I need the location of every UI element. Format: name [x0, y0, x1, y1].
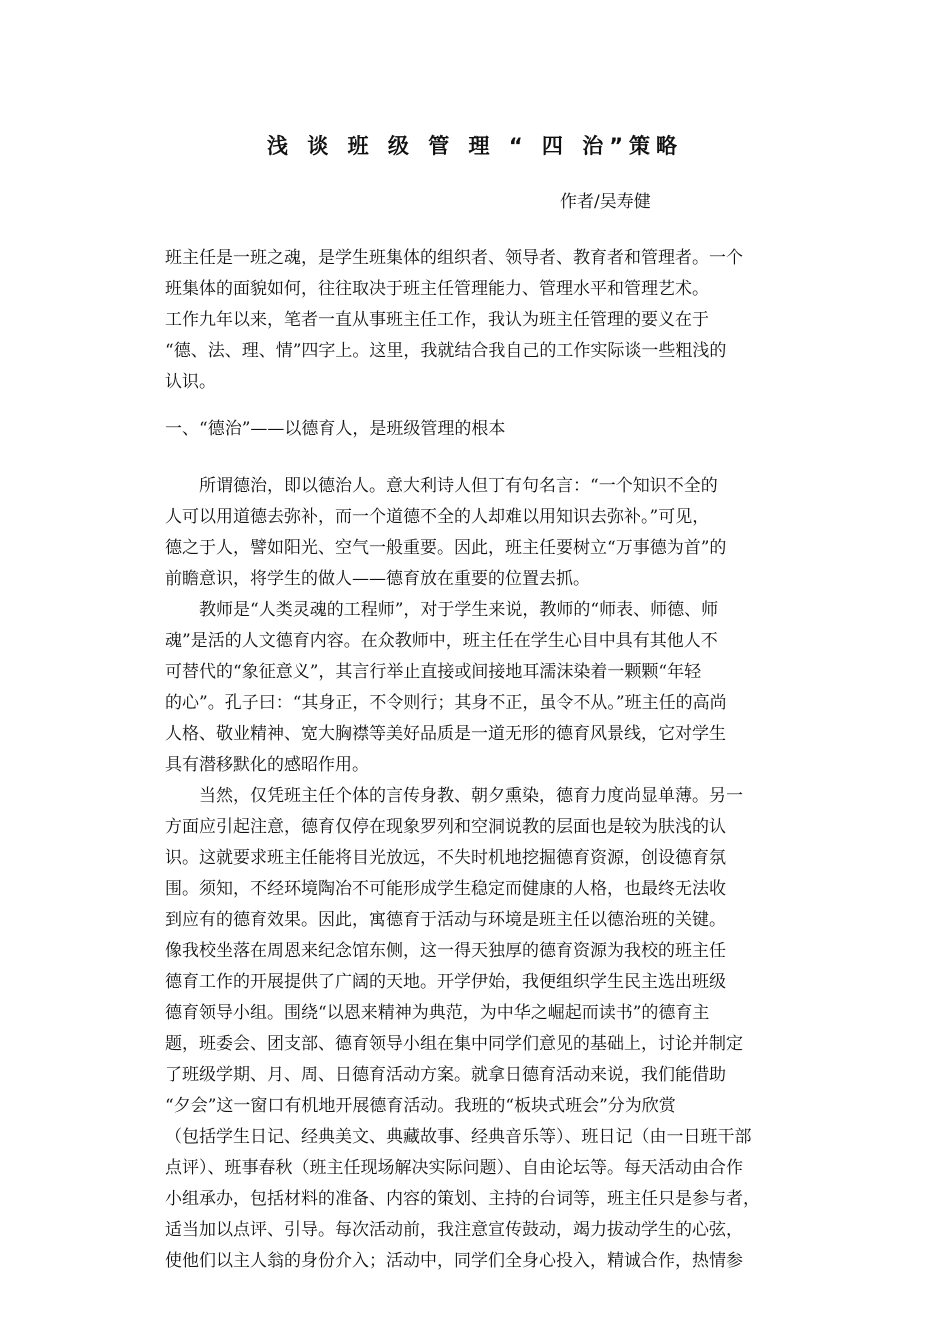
text-line: “德、法、理、情”四字上。这里，我就结合我自己的工作实际谈一些粗浅的	[165, 341, 727, 361]
text-line: 人可以用道德去弥补，而一个道德不全的人却难以用知识去弥补。”可见，	[165, 507, 710, 527]
section-heading-text: 一、“德治”——以德育人，是班级管理的根本	[165, 419, 506, 439]
text-line: 工作九年以来，笔者一直从事班主任工作，我认为班主任管理的要义在于	[165, 310, 709, 330]
text-line: 像我校坐落在周恩来纪念馆东侧，这一得天独厚的德育资源为我校的班主任	[165, 941, 726, 961]
text-line: 班主任是一班之魂，是学生班集体的组织者、领导者、教育者和管理者。一个	[165, 248, 743, 268]
text-line: （包括学生日记、经典美文、典藏故事、经典音乐等）、班日记（由一日班干部	[165, 1127, 752, 1147]
text-line: “夕会”这一窗口有机地开展德育活动。我班的“板块式班会”分为欣赏	[165, 1096, 676, 1116]
text-line: 人格、敬业精神、宽大胸襟等美好品质是一道无形的德育风景线，它对学生	[165, 724, 726, 744]
text-line: 当然，仅凭班主任个体的言传身教、朝夕熏染，德育力度尚显单薄。另一	[165, 786, 743, 806]
author-line: 作者/吴寿健	[560, 192, 651, 212]
text-line: 识。这就要求班主任能将目光放远，不失时机地挖掘德育资源，创设德育氛	[165, 848, 726, 868]
text-line: 可替代的“象征意义”，其言行举止直接或间接地耳濡沫染着一颗颗“年轻	[165, 662, 702, 682]
intro-paragraph	[165, 243, 795, 398]
text-line: 适当加以点评、引导。每次活动前，我注意宣传鼓动，竭力拔动学生的心弦，	[165, 1220, 743, 1240]
text-line: 德育工作的开展提供了广阔的天地。开学伊始，我便组织学生民主选出班级	[165, 972, 726, 992]
section-heading	[165, 414, 795, 445]
text-line: 德育领导小组。围绕“以恩来精神为典范，为中华之崛起而读书”的德育主	[165, 1003, 710, 1023]
text-line: 所谓德治，即以德治人。意大利诗人但丁有句名言：“一个知识不全的	[165, 476, 718, 496]
text-line: 前瞻意识，将学生的做人——德育放在重要的位置去抓。	[165, 569, 590, 589]
text-line: 认识。	[165, 372, 216, 392]
text-line: 的心”。孔子曰：“其身正，不令则行；其身不正，虽令不从。”班主任的高尚	[165, 693, 727, 713]
text-line: 方面应引起注意，德育仅停在现象罗列和空洞说教的层面也是较为肤浅的认	[165, 817, 726, 837]
text-line: 德之于人，譬如阳光、空气一般重要。因此，班主任要树立“万事德为首”的	[165, 538, 727, 558]
text-line: 点评）、班事春秋（班主任现场解决实际问题）、自由论坛等。每天活动由合作	[165, 1158, 743, 1178]
text-line: 班集体的面貌如何，往往取决于班主任管理能力、管理水平和管理艺术。	[165, 279, 709, 299]
text-line: 具有潜移默化的感昭作用。	[165, 755, 369, 775]
text-line: 小组承办，包括材料的准备、内容的策划、主持的台词等，班主任只是参与者，	[165, 1189, 760, 1209]
text-line: 教师是“人类灵魂的工程师”，对于学生来说，教师的“师表、师德、师	[165, 600, 719, 620]
text-line: 题，班委会、团支部、德育领导小组在集中同学们意见的基础上，讨论并制定	[165, 1034, 743, 1054]
page-title: 浅 谈 班 级 管 理 “ 四 治”策略	[266, 134, 684, 158]
body-paragraphs	[165, 471, 795, 1277]
text-line: 魂”是活的人文德育内容。在众教师中，班主任在学生心目中具有其他人不	[165, 631, 718, 651]
text-line: 到应有的德育效果。因此，寓德育于活动与环境是班主任以德治班的关键。	[165, 910, 726, 930]
text-line: 使他们以主人翁的身份介入；活动中，同学们全身心投入，精诚合作，热情参	[165, 1251, 743, 1271]
text-line: 了班级学期、月、周、日德育活动方案。就拿日德育活动来说，我们能借助	[165, 1065, 726, 1085]
text-line: 围。须知，不经环境陶冶不可能形成学生稳定而健康的人格，也最终无法收	[165, 879, 726, 899]
